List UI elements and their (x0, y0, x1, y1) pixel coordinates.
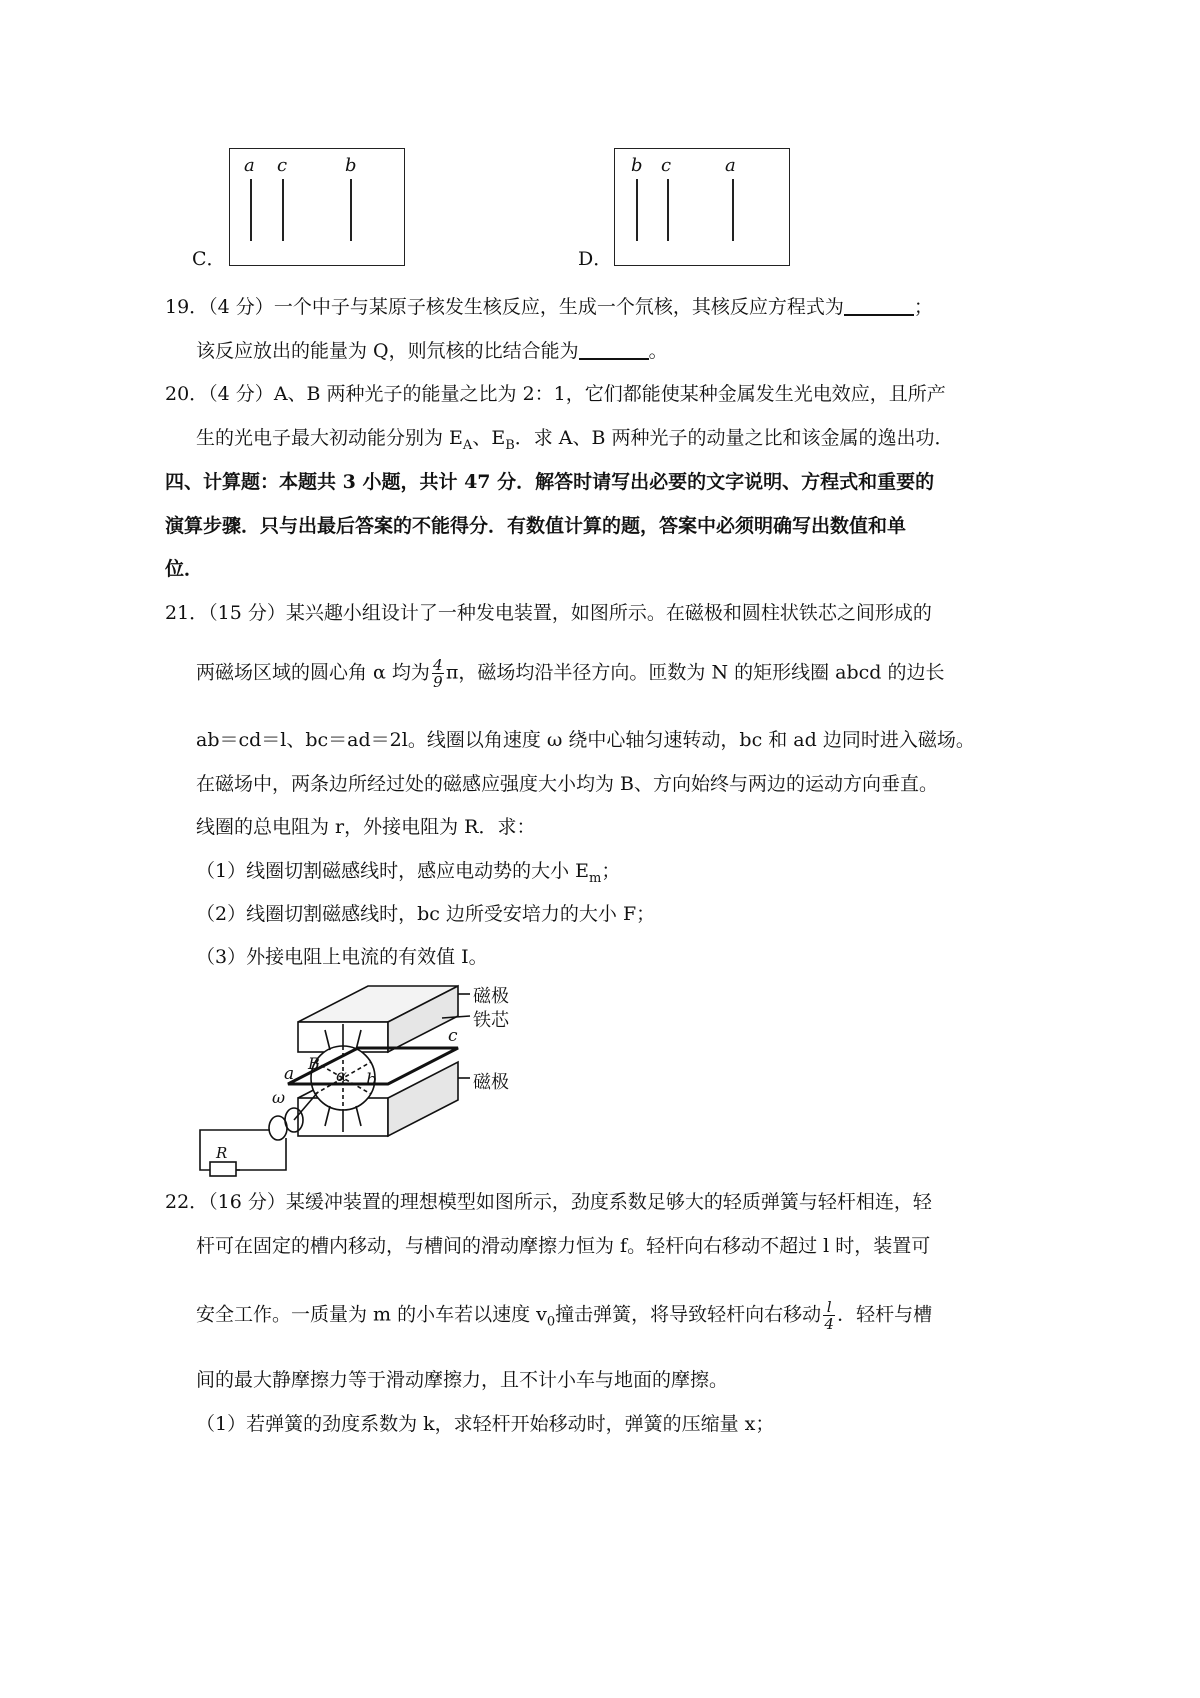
q21-line-2 (196, 658, 945, 689)
q21-subquestion-2: （2）线圈切割磁感线时，bc 边所受安培力的大小 F； (196, 903, 656, 925)
option-c-figure (229, 148, 405, 266)
q21-generator-figure (180, 980, 520, 1180)
option-d-line-label-3: a (725, 155, 736, 176)
q21-line-3: ab＝cd＝l、bc＝ad＝2l。线圈以角速度 ω 绕中心轴匀速转动，bc 和 ad 边同时进入磁场。 (196, 729, 975, 751)
q19-text-2-end: 。 (648, 340, 668, 362)
q21-figure-svg (180, 980, 520, 1180)
q20-text-2b: 、E (472, 427, 506, 449)
figure-label-alpha: α (336, 1066, 347, 1085)
q22-fraction (823, 1300, 835, 1331)
option-d-line-label-2: c (661, 155, 672, 176)
figure-label-r: R (216, 1144, 228, 1162)
q21-fraction (432, 658, 444, 689)
figure-label-b: b (366, 1070, 377, 1090)
option-c-spectral-line-2 (282, 179, 284, 241)
figure-label-pole-bottom: 磁极 (473, 1072, 509, 1093)
q22-text-3b: 撞击弹簧，将导致轻杆向右移动 (555, 1303, 822, 1326)
option-d-line-label-1: b (631, 155, 643, 176)
q22-subquestion-1: （1）若弹簧的劲度系数为 k，求轻杆开始移动时，弹簧的压缩量 x； (196, 1413, 775, 1435)
q19-line-1 (165, 294, 933, 319)
q21-line-4: 在磁场中，两条边所经过处的磁感应强度大小均为 B、方向始终与两边的运动方向垂直。 (196, 773, 939, 795)
figure-label-core: 铁芯 (473, 1010, 509, 1031)
figure-label-a: a (284, 1064, 295, 1084)
q21-fraction-denominator: 9 (433, 673, 443, 691)
figure-label-c: c (448, 1026, 458, 1046)
q19-answer-blank-1[interactable] (844, 294, 914, 316)
q20-line-1 (165, 382, 946, 406)
q20-sub-a: A (462, 437, 473, 453)
q21-line-1 (165, 601, 932, 625)
section-4-line-1: 四、计算题：本题共 3 小题，共计 47 分．解答时请写出必要的文字说明、方程式和重要的 (165, 471, 935, 493)
q21-sub1-subscript: m (589, 870, 602, 886)
option-c-line-label-1: a (244, 155, 255, 176)
q22-text-3a: 安全工作。一质量为 m 的小车若以速度 v (196, 1303, 547, 1326)
circuit-wire-right (236, 1138, 286, 1170)
q19-line-2 (196, 338, 668, 363)
q21-line-5: 线圈的总电阻为 r，外接电阻为 R．求： (196, 816, 536, 838)
option-c-spectral-line-1 (250, 179, 252, 241)
option-c-line-label-2: c (277, 155, 288, 176)
option-c-line-label-3: b (345, 155, 357, 176)
q20-number: 20．（4 分） (165, 383, 274, 405)
q20-line-2 (196, 426, 954, 458)
bottom-magnet-side-face (388, 1062, 458, 1136)
q22-line-4: 间的最大静摩擦力等于滑动摩擦力，且不计小车与地面的摩擦。 (196, 1369, 729, 1391)
q21-text-2b: π，磁场均沿半径方向。匝数为 N 的矩形线圈 abcd 的边长 (445, 661, 945, 684)
option-d-label: D． (578, 248, 613, 270)
q22-number: 22．（16 分） (165, 1191, 286, 1213)
q21-fraction-numerator: 4 (433, 656, 443, 674)
q22-line-2: 杆可在固定的槽内移动，与槽间的滑动摩擦力恒为 f。轻杆向右移动不超过 l 时，装置可 (196, 1235, 931, 1257)
q20-sub-b: B (505, 437, 515, 453)
q22-fraction-denominator: 4 (824, 1315, 834, 1333)
q22-line-1 (165, 1190, 932, 1214)
q21-text-2a: 两磁场区域的圆心角 α 均为 (196, 661, 430, 684)
option-d-figure (614, 148, 790, 266)
q19-text-2: 该反应放出的能量为 Q，则氘核的比结合能为 (196, 340, 579, 362)
option-d-spectral-line-1 (636, 179, 638, 241)
figure-label-field-b: B (308, 1054, 320, 1073)
q22-text-3c: ．轻杆与槽 (837, 1303, 933, 1326)
option-c-label: C． (192, 248, 226, 270)
q21-subquestion-1 (196, 859, 620, 891)
q22-text-1: 某缓冲装置的理想模型如图所示，劲度系数足够大的轻质弹簧与轻杆相连，轻 (285, 1191, 932, 1213)
figure-label-omega: ω (272, 1088, 286, 1107)
q20-text-1: A、B 两种光子的能量之比为 2：1，它们都能使某种金属发生光电效应，且所产 (273, 383, 946, 405)
q21-number: 21．（15 分） (165, 602, 286, 624)
option-d-spectral-line-3 (732, 179, 734, 241)
q20-text-2c: ．求 A、B 两种光子的动量之比和该金属的逸出功． (514, 427, 954, 449)
q21-text-1: 某兴趣小组设计了一种发电装置，如图所示。在磁极和圆柱状铁芯之间形成的 (285, 602, 932, 624)
q20-text-2a: 生的光电子最大初动能分别为 E (196, 427, 463, 449)
option-d-spectral-line-2 (667, 179, 669, 241)
q21-subquestion-3: （3）外接电阻上电流的有效值 I。 (196, 946, 488, 968)
section-4-line-3: 位． (165, 558, 204, 580)
q22-line-3 (196, 1300, 932, 1334)
q19-text-1-end: ； (913, 296, 933, 318)
figure-label-pole-top: 磁极 (473, 986, 509, 1007)
q19-answer-blank-2[interactable] (579, 338, 649, 360)
q22-sub-v0: 0 (546, 1314, 556, 1330)
resistor-r (210, 1162, 236, 1176)
q19-number: 19．（4 分） (165, 296, 274, 318)
q21-sub1-text: （1）线圈切割磁感线时，感应电动势的大小 E (196, 860, 589, 882)
option-c-spectral-line-3 (350, 179, 352, 241)
q21-sub1-end: ； (601, 860, 621, 882)
section-4-line-2: 演算步骤．只与出最后答案的不能得分．有数值计算的题，答案中必须明确写出数值和单 (165, 515, 907, 537)
q19-text-1: 一个中子与某原子核发生核反应，生成一个氘核，其核反应方程式为 (273, 296, 844, 318)
q22-fraction-numerator: l (826, 1298, 832, 1316)
